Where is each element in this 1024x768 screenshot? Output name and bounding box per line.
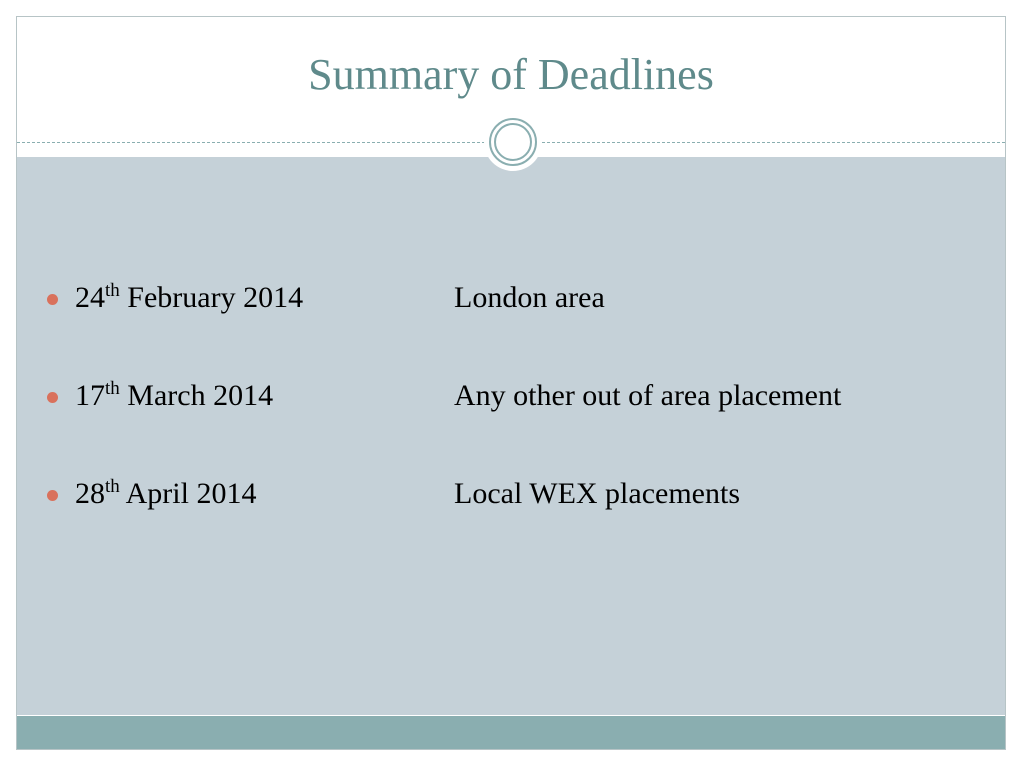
date-rest: April 2014 [119,477,257,510]
deadline-description: Local WEX placements [454,477,740,510]
deadline-description: London area [454,281,605,314]
deadline-date [75,477,256,511]
ornament-outer-ring [489,118,537,166]
circle-ornament-icon [484,113,542,171]
bullet-icon [47,490,58,501]
ornament-inner-ring [494,123,532,161]
bullet-icon [47,392,58,403]
deadline-date [75,379,273,413]
date-day: 28 [75,477,105,510]
date-day: 17 [75,379,105,412]
slide [16,16,1006,750]
date-rest: February 2014 [119,281,304,314]
date-suffix: th [105,378,120,399]
date-rest: March 2014 [119,379,274,412]
date-day: 24 [75,281,105,314]
deadline-date [75,281,303,315]
date-suffix: th [105,280,120,301]
footer-bar [17,716,1005,749]
date-suffix: th [105,476,120,497]
deadline-description: Any other out of area placement [454,379,842,412]
bullet-icon [47,294,58,305]
content-area [17,157,1005,715]
slide-title: Summary of Deadlines [308,50,714,99]
